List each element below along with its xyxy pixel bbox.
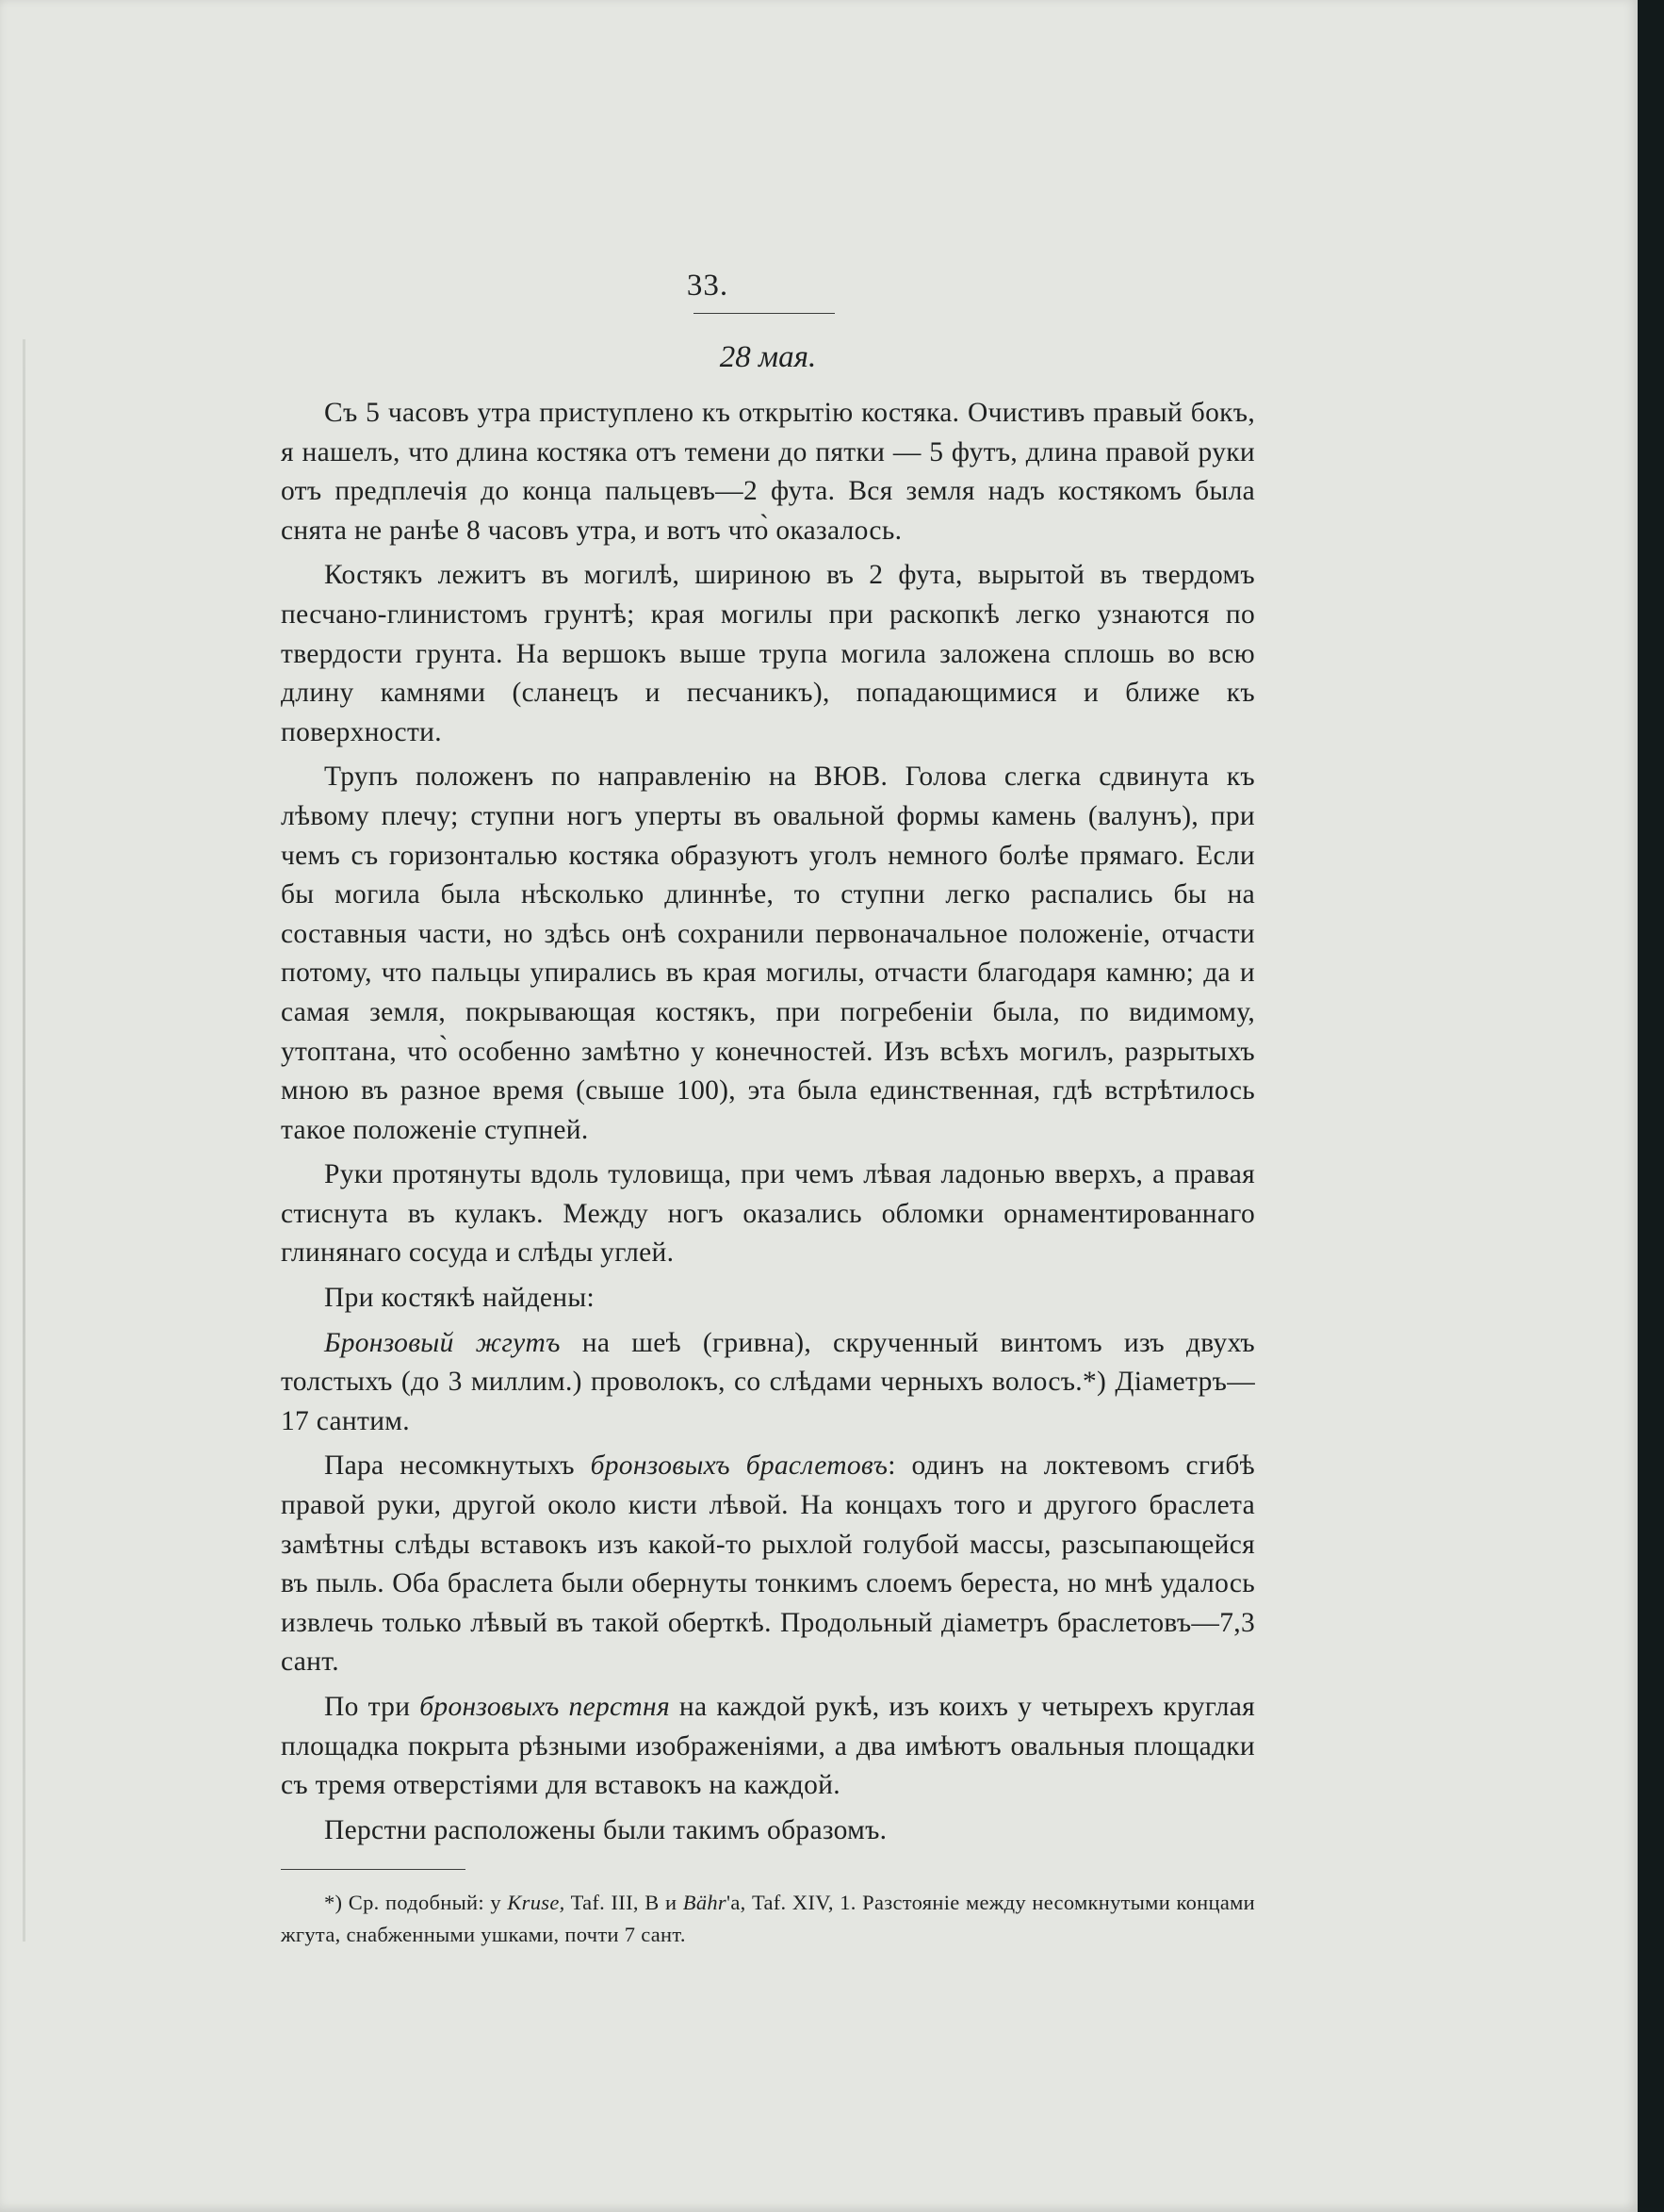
paragraph-7-run-1: бронзовыхъ браслетовъ: [590, 1450, 889, 1482]
footnote-run-3: Bähr: [682, 1891, 726, 1915]
footnote-run-0: *) Ср. подобный: у: [324, 1891, 508, 1915]
paragraph-3-run-0: Трупъ положенъ по направленiю на ВЮВ. Голова слегка сдвинута къ лѣвому плечу; ступни ногъ уперты въ овальной формы камень (валунъ), при чемъ съ горизонталью костяка образуютъ уголъ немного болѣе прямаго. Если бы могила была нѣсколько длиннѣе, то ступни легко распались бы на составныя части, но здѣсь онѣ сохранили первоначальное положенiе, отчасти потому, что пальцы упирались въ края могилы, отчасти благодаря камню; да и самая земля, покрывающая костякъ, при погребенiи была, по видимому, утоптана, что̀ особенно замѣтно у конечностей. Изъ всѣхъ могилъ, разрытыхъ мною въ разное время (свыше 100), эта была единственная, гдѣ встрѣтилось такое положенiе ступней.: [281, 762, 1255, 1145]
paragraph-3: [281, 758, 1255, 1150]
paragraph-6-run-0: Бронзовый жгутъ: [324, 1327, 561, 1358]
footnote-run-2: Taf. III, B и: [564, 1891, 683, 1915]
paragraph-7-run-0: Пара несомкнутыхъ: [324, 1450, 591, 1482]
paragraph-5-run-0: При костякѣ найдены:: [324, 1283, 595, 1314]
paragraph-6-run-1: на шеѣ (гривна), скрученный винтомъ изъ двухъ толстыхъ (до 3 миллим.) проволокъ, со слѣдами черныхъ волосъ.*) Дiаметръ—17 сантим.: [281, 1327, 1255, 1436]
footnote: [281, 1887, 1255, 1951]
paragraph-4-run-0: Руки протянуты вдоль туловища, при чемъ лѣвая ладонью вверхъ, а правая стиснута въ кулакъ. Между ногъ оказались обломки орнаментированнаго глинянаго сосуда и слѣды углей.: [281, 1159, 1255, 1269]
page-number-rule: [693, 313, 835, 314]
paragraph-8-run-0: По три: [324, 1692, 420, 1722]
paragraph-1-run-0: Съ 5 часовъ утра приступлено къ открытiю костяка. Очистивъ правый бокъ, я нашелъ, что длина костяка отъ темени до пятки — 5 футъ, длина правой руки отъ предплечiя до конца пальцевъ—2 фута. Вся земля надъ костякомъ была снята не ранѣе 8 часовъ утра, и вотъ что̀ оказалось.: [281, 398, 1255, 546]
paragraph-4: [281, 1155, 1255, 1273]
scan-shadow: [23, 339, 25, 1942]
page-number: 33.: [686, 269, 729, 303]
paragraph-9-run-0: Перстни расположены были такимъ образомъ.: [324, 1814, 888, 1845]
paragraph-8-run-2: на каждой рукѣ, изъ коихъ у четырехъ круглая площадка покрыта рѣзными изображенiями, а два имѣютъ овальныя площадки съ тремя отверстiями для вставокъ на каждой.: [281, 1692, 1255, 1801]
footnote-run-4: 'а, Taf. XIV, 1. Разстоянiе между несомкнутыми концами жгута, снабженными ушками, почти 7 сант.: [281, 1891, 1255, 1947]
paragraph-8-run-1: бронзовыхъ перстня: [419, 1692, 670, 1722]
paragraph-8: [281, 1688, 1255, 1806]
paragraph-1: [281, 394, 1255, 550]
paragraph-2-run-0: Костякъ лежитъ въ могилѣ, шириною въ 2 фута, вырытой въ твердомъ песчано-глинистомъ грунтѣ; края могилы при раскопкѣ легко узнаются по твердости грунта. На вершокъ выше трупа могила заложена сплошь во всю длину камнями (сланецъ и песчаникъ), попадающимися и ближе къ поверхности.: [281, 560, 1255, 747]
paragraph-7-run-2: : одинъ на локтевомъ сгибѣ правой руки, другой около кисти лѣвой. На концахъ того и другого браслета замѣтны слѣды вставокъ изъ какой-то рыхлой голубой массы, разсыпающейся въ пыль. Оба браслета были обернуты тонкимъ слоемъ береста, но мнѣ удалось извлечь только лѣвый въ такой оберткѣ. Продольный дiаметръ браслетовъ—7,3 сант.: [281, 1450, 1255, 1678]
paragraph-9: [281, 1811, 1255, 1851]
body-paragraphs: [281, 394, 1255, 1850]
text-block: [281, 269, 1255, 1951]
entry-date: 28 мая.: [719, 340, 817, 374]
footnote-run-1: Kruse,: [507, 1891, 565, 1915]
paragraph-7: [281, 1447, 1255, 1682]
paragraph-6: [281, 1324, 1255, 1442]
footnote-rule: [281, 1869, 465, 1870]
paragraph-2: [281, 556, 1255, 752]
paragraph-5: [281, 1279, 1255, 1319]
